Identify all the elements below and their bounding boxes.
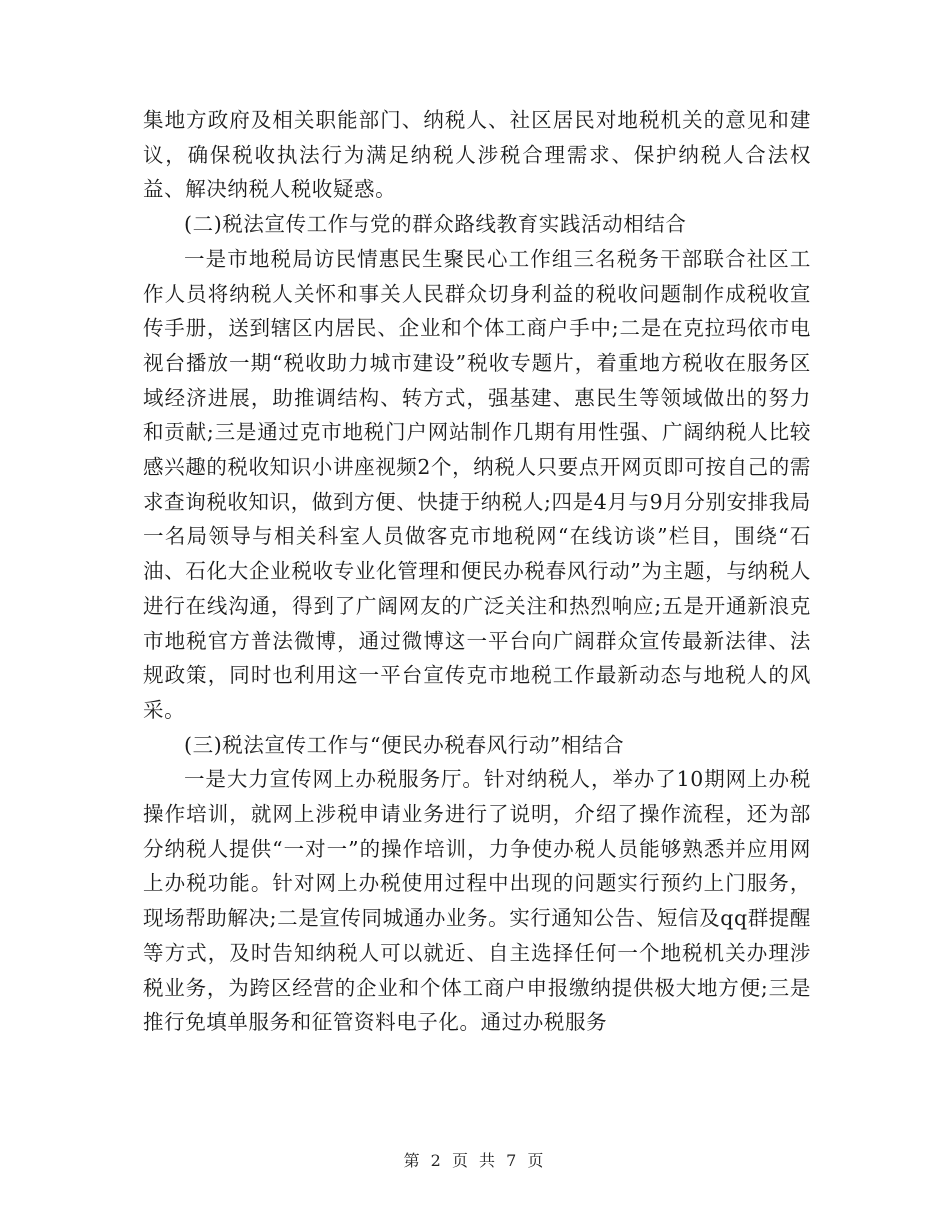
section-heading-2: (二)税法宣传工作与党的群众路线教育实践活动相结合 [184,212,687,237]
paragraph-section-3-body: 一是大力宣传网上办税服务厅。针对纳税人，举办了10期网上办税操作培训，就网上涉税申请业务进行了说明，介绍了操作流程，还为部分纳税人提供“一对一”的操作培训，力争使办税人员能够熟悉并应用网上办税功能。针对网上办税使用过程中出现的问题实行预约上门服务，现场帮助解决;二是宣传同城通办业务。实行通知公告、短信及qq群提醒等方式，及时告知纳税人可以就近、自主选择任何一个地税机关办理涉税业务，为跨区经营的企业和个体工商户申报缴纳提供极大地方便;三是推行免填单服务和征管资料电子化。通过办税服务 [143,767,811,1035]
document-body [143,103,811,1040]
section-heading-3: (三)税法宣传工作与“便民办税春风行动”相结合 [184,732,625,757]
paragraph-continuation: 集地方政府及相关职能部门、纳税人、社区居民对地税机关的意见和建议，确保税收执法行为满足纳税人涉税合理需求、保护纳税人合法权益、解决纳税人税收疑惑。 [143,108,811,202]
paragraph-section-2-body: 一是市地税局访民情惠民生聚民心工作组三名税务干部联合社区工作人员将纳税人关怀和事关人民群众切身利益的税收问题制作成税收宣传手册，送到辖区内居民、企业和个体工商户手中;二是在克拉玛依市电视台播放一期“税收助力城市建设”税收专题片，着重地方税收在服务区域经济进展，助推调结构、转方式，强基建、惠民生等领域做出的努力和贡献;三是通过克市地税门户网站制作几期有用性强、广阔纳税人比较感兴趣的税收知识小讲座视频2个，纳税人只要点开网页即可按自己的需求查询税收知识，做到方便、快捷于纳税人;四是4月与9月分别安排我局一名局领导与相关科室人员做客克市地税网“在线访谈”栏目，围绕“石油、石化大企业税收专业化管理和便民办税春风行动”为主题，与纳税人进行在线沟通，得到了广阔网友的广泛关注和热烈响应;五是开通新浪克市地税官方普法微博，通过微博这一平台向广阔群众宣传最新法律、法规政策，同时也利用这一平台宣传克市地税工作最新动态与地税人的风采。 [143,246,811,722]
page-number-label: 第 2 页 共 7 页 [403,1151,547,1170]
page-footer [0,1148,950,1171]
